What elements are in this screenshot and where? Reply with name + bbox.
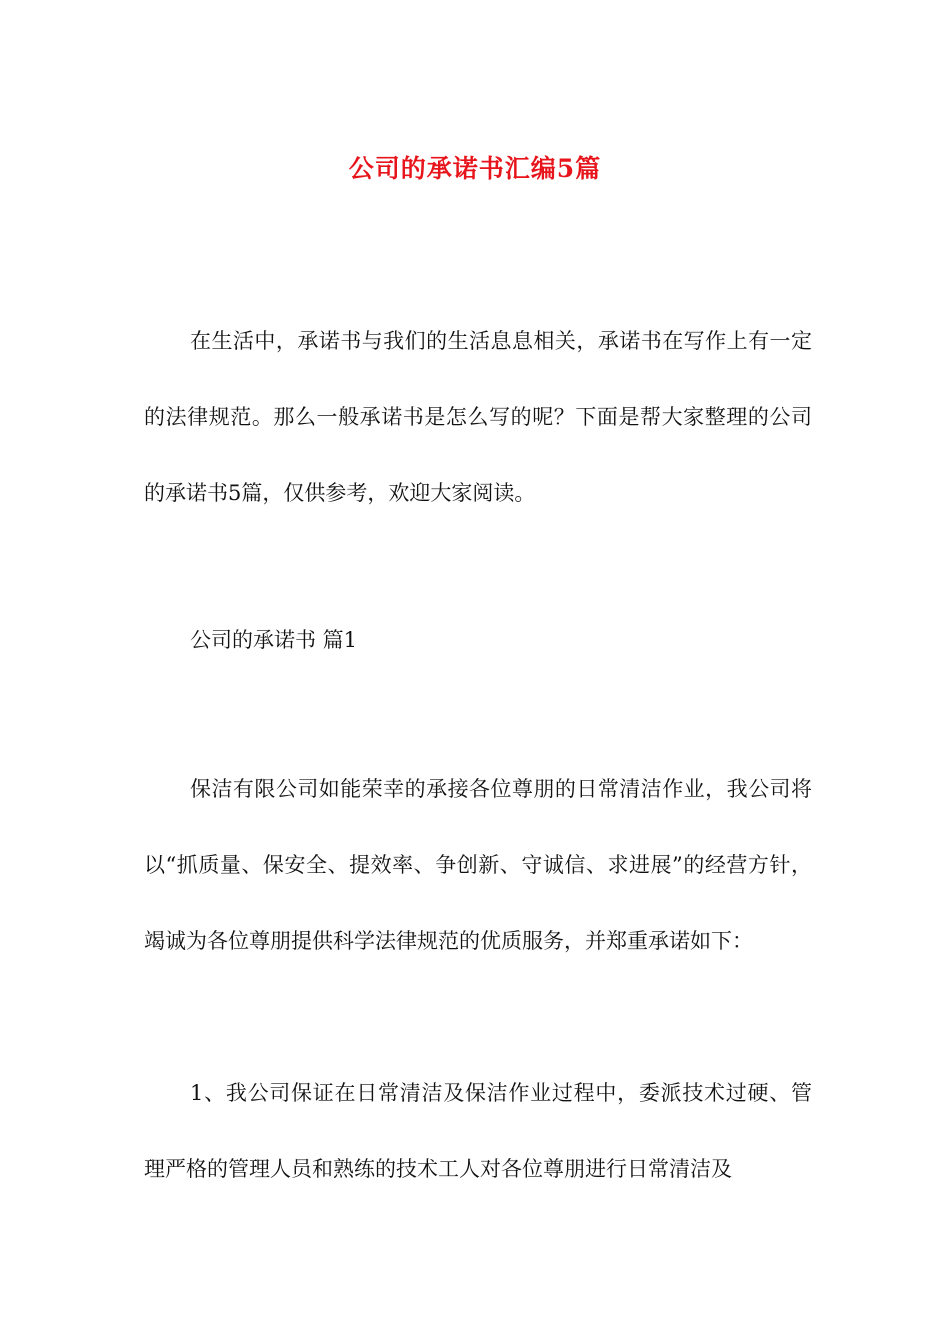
section-paragraph: 保洁有限公司如能荣幸的承接各位尊朋的日常清洁作业，我公司将以“抓质量、保安全、提效率、争创新、守诚信、求进展”的经营方针，竭诚为各位尊朋提供科学法律规范的优质服务，并郑重承诺如下：: [144, 777, 812, 953]
document-title: 公司的承诺书汇编5篇: [348, 153, 602, 183]
section-heading: 公司的承诺书 篇1: [190, 628, 358, 652]
intro-paragraph: 在生活中，承诺书与我们的生活息息相关，承诺书在写作上有一定的法律规范。那么一般承诺书是怎么写的呢？下面是帮大家整理的公司的承诺书5篇，仅供参考，欢迎大家阅读。: [144, 329, 812, 505]
section-paragraph: 1、我公司保证在日常清洁及保洁作业过程中，委派技术过硬、管理严格的管理人员和熟练的技术工人对各位尊朋进行日常清洁及: [144, 1081, 812, 1181]
